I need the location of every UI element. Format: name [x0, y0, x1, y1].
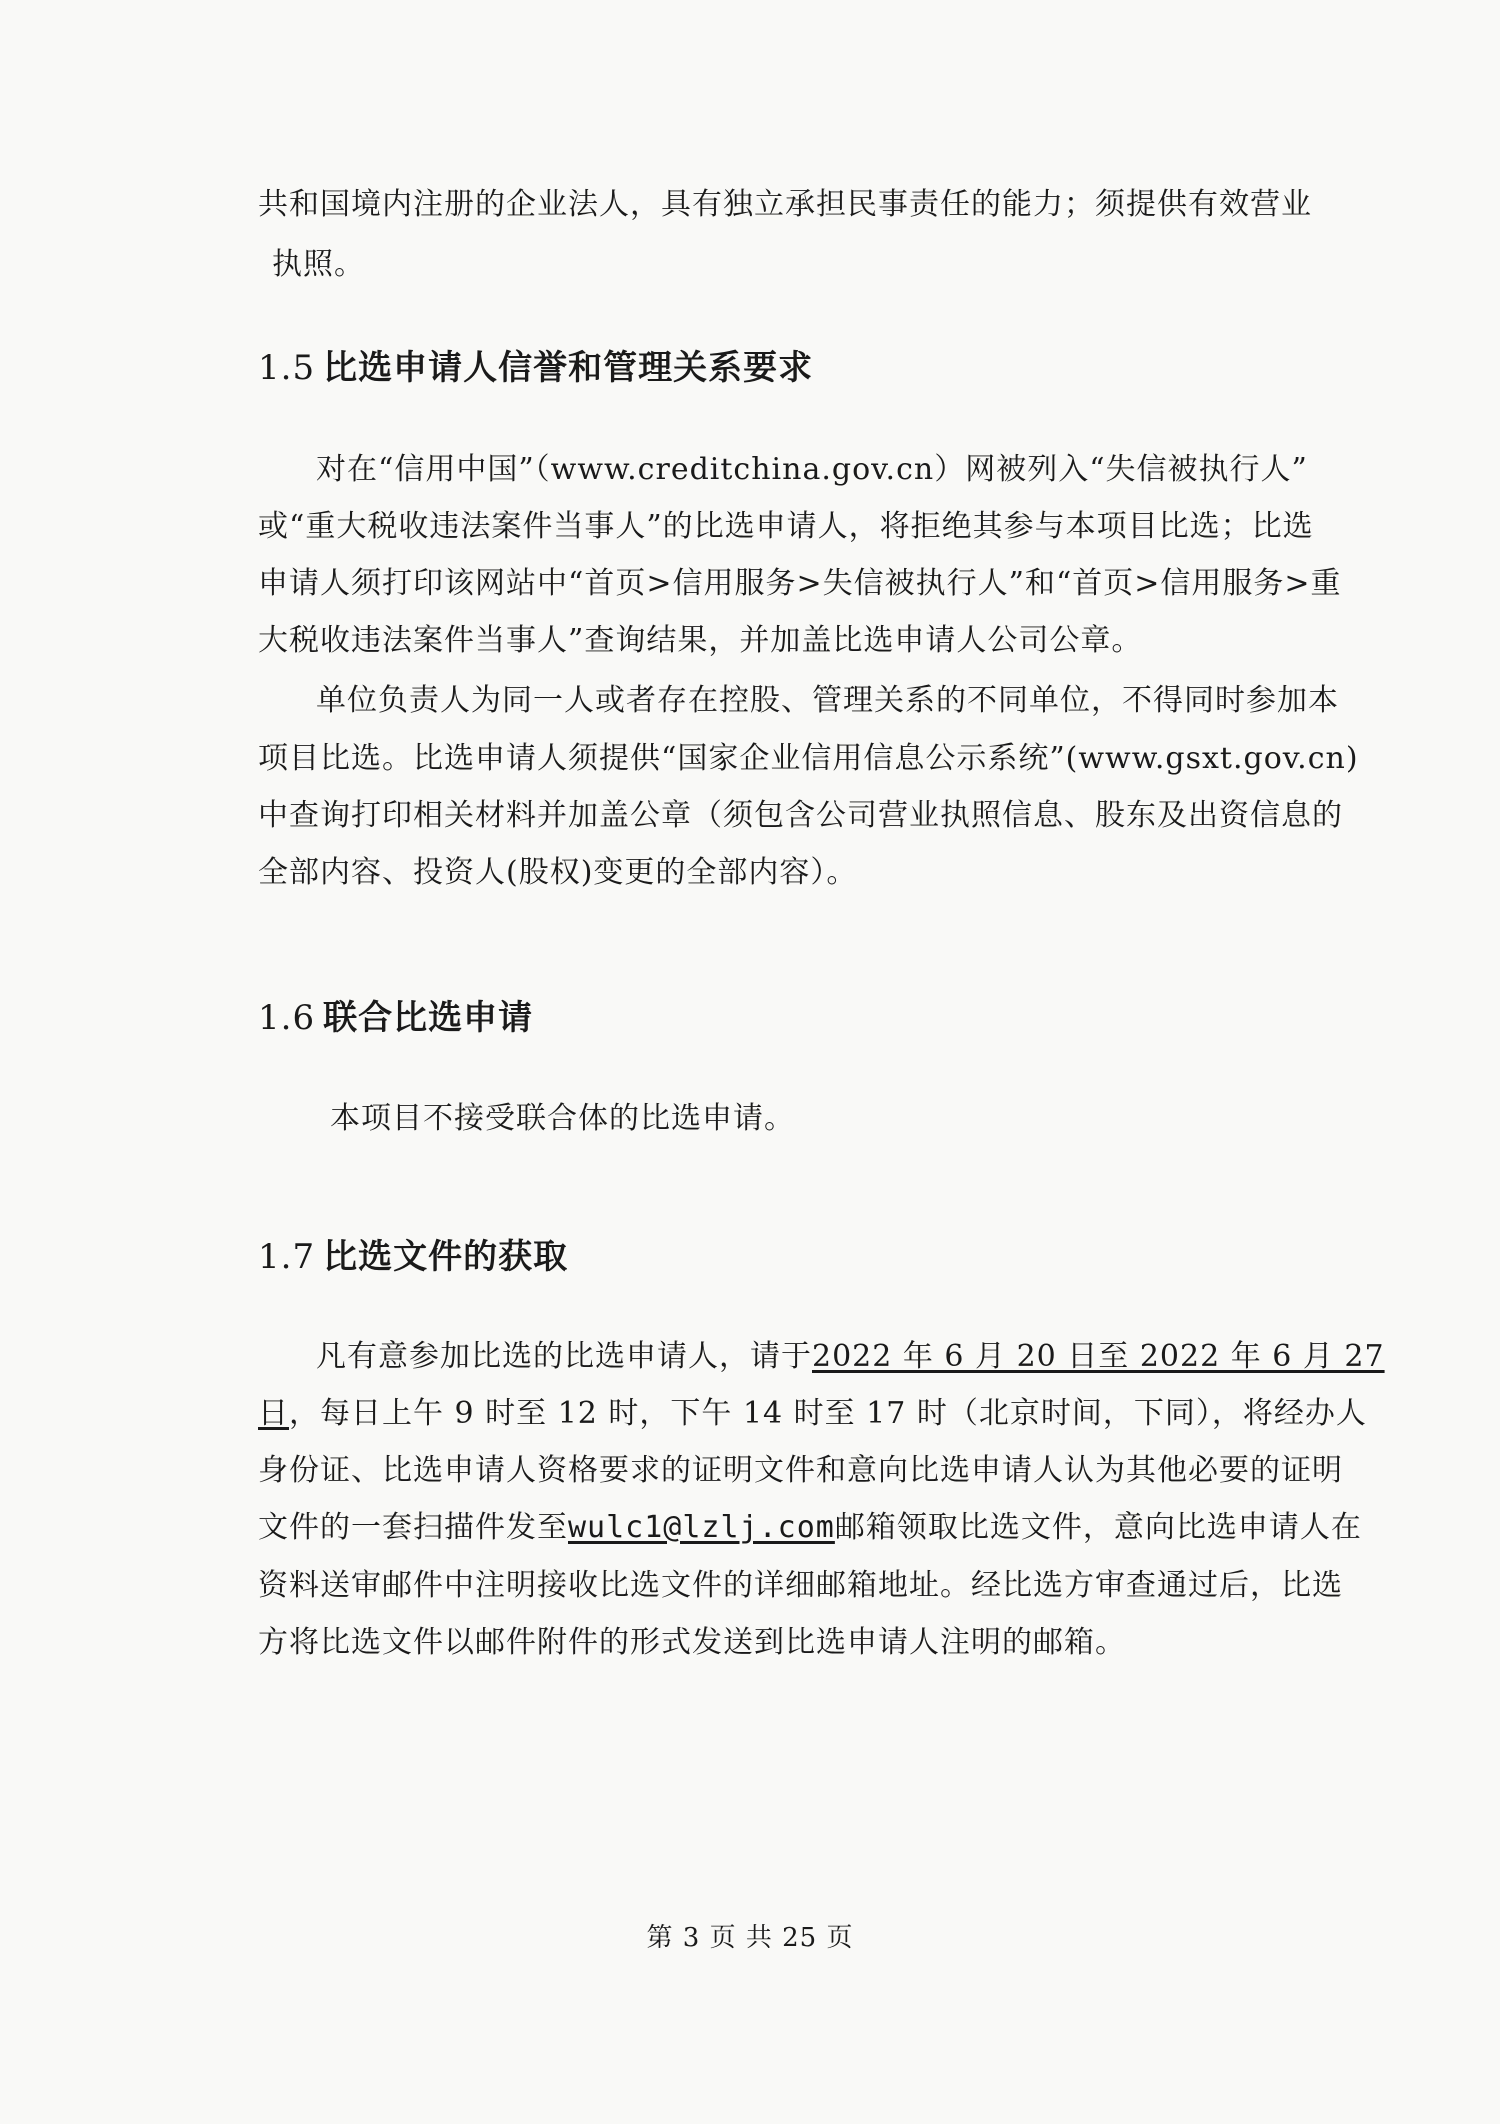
paragraph-line: 全部内容、投资人(股权)变更的全部内容）。 [258, 855, 858, 890]
paragraph-line: 申请人须打印该网站中“首页>信用服务>失信被执行人”和“首页>信用服务>重 [258, 566, 1342, 601]
section-heading-1-7 [258, 1237, 568, 1277]
paragraph-line: 项目比选。比选申请人须提供“国家企业信用信息公示系统”(www.gsxt.gov.cn) [258, 741, 1359, 776]
email-link[interactable]: wulc1@lzlj.com [568, 1510, 835, 1545]
page-footer: 第 3 页 共 25 页 [646, 1923, 854, 1953]
paragraph-line [316, 1339, 1385, 1375]
section-number: 1.6 [258, 998, 316, 1038]
paragraph-text: 邮箱领取比选文件，意向比选申请人在 [834, 1510, 1362, 1545]
section-number: 1.5 [258, 348, 316, 388]
section-heading-1-5 [258, 348, 813, 388]
paragraph-line: 中查询打印相关材料并加盖公章（须包含公司营业执照信息、股东及出资信息的 [258, 798, 1343, 833]
paragraph-line: 资料送审邮件中注明接收比选文件的详细邮箱地址。经比选方审查通过后，比选 [258, 1568, 1343, 1603]
date-range: 2022 年 6 月 20 日至 2022 年 6 月 27 [812, 1339, 1385, 1374]
paragraph-line: 或“重大税收违法案件当事人”的比选申请人，将拒绝其参与本项目比选；比选 [258, 509, 1314, 544]
paragraph-line: 方将比选文件以邮件附件的形式发送到比选申请人注明的邮箱。 [258, 1625, 1126, 1660]
date-range-end: 日 [258, 1396, 289, 1431]
paragraph-line [258, 1510, 1362, 1546]
paragraph-line: 大税收违法案件当事人”查询结果，并加盖比选申请人公司公章。 [258, 623, 1143, 658]
paragraph-line [258, 1396, 1367, 1432]
paragraph-text: 文件的一套扫描件发至 [258, 1510, 568, 1545]
section-number: 1.7 [258, 1237, 316, 1277]
paragraph-text: 凡有意参加比选的比选申请人，请于 [316, 1339, 812, 1374]
section-title: 比选文件的获取 [323, 1237, 569, 1277]
paragraph-line: 身份证、比选申请人资格要求的证明文件和意向比选申请人认为其他必要的证明 [258, 1453, 1343, 1488]
section-heading-1-6 [258, 998, 533, 1038]
paragraph-line: 单位负责人为同一人或者存在控股、管理关系的不同单位，不得同时参加本 [316, 683, 1339, 718]
section-title: 比选申请人信誉和管理关系要求 [323, 348, 814, 388]
paragraph-line: 对在“信用中国”（www.creditchina.gov.cn）网被列入“失信被执行人” [316, 452, 1308, 487]
section-title: 联合比选申请 [323, 998, 534, 1038]
paragraph-text: ，每日上午 9 时至 12 时，下午 14 时至 17 时（北京时间，下同），将经办人 [289, 1396, 1367, 1431]
intro-line-1: 共和国境内注册的企业法人，具有独立承担民事责任的能力；须提供有效营业 [258, 187, 1312, 222]
intro-line-2: 执照。 [272, 247, 365, 282]
paragraph-line: 本项目不接受联合体的比选申请。 [330, 1101, 795, 1136]
